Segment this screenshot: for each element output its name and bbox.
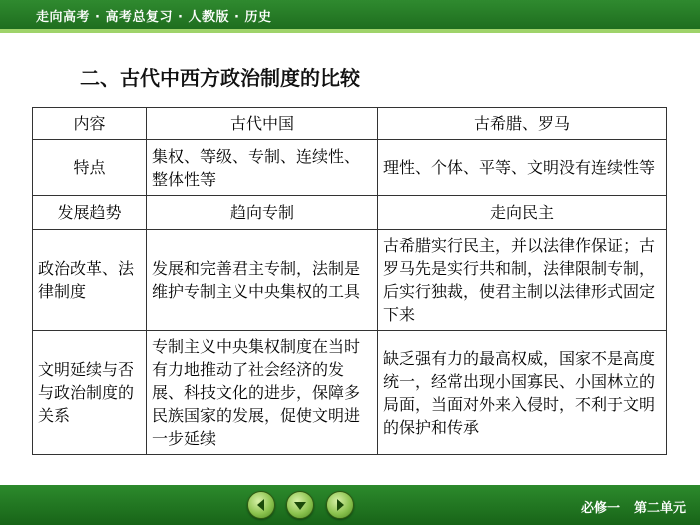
row-label: 政治改革、法律制度 <box>33 230 147 331</box>
arrow-down-icon <box>292 497 308 513</box>
table-row <box>33 196 667 230</box>
arrow-right-icon <box>332 497 348 513</box>
header-accent-line <box>0 29 700 33</box>
row-label: 特点 <box>33 140 147 196</box>
table-header-row <box>33 108 667 140</box>
table-cell: 专制主义中央集权制度在当时有力地推动了社会经济的发展、科技文化的进步，保障多民族国家的发展，促使文明进一步延续 <box>147 331 378 455</box>
table-cell: 趋向专制 <box>147 196 378 230</box>
arrow-left-icon <box>253 497 269 513</box>
table-cell: 缺乏强有力的最高权威，国家不是高度统一，经常出现小国寡民、小国林立的局面，当面对外来入侵时，不利于文明的保护和传承 <box>378 331 667 455</box>
row-label: 发展趋势 <box>33 196 147 230</box>
home-button[interactable] <box>286 491 314 519</box>
footer-unit-label <box>581 497 686 516</box>
table-cell: 古希腊实行民主，并以法律作保证；古罗马先是实行共和制，法律限制专制，后实行独裁，使君主制以法律形式固定下来 <box>378 230 667 331</box>
header-title: 走向高考 · 高考总复习 · 人教版 · 历史 <box>36 10 272 25</box>
table-cell: 发展和完善君主专制，法制是维护专制主义中央集权的工具 <box>147 230 378 331</box>
row-label: 文明延续与否与政治制度的关系 <box>33 331 147 455</box>
next-button[interactable] <box>326 491 354 519</box>
section-heading: 二、古代中西方政治制度的比较 <box>80 66 360 90</box>
table-row <box>33 331 667 455</box>
header-cell-greece-rome: 古希腊、罗马 <box>378 108 667 140</box>
header-cell-china: 古代中国 <box>147 108 378 140</box>
comparison-table <box>32 107 667 455</box>
table-cell: 理性、个体、平等、文明没有连续性等 <box>378 140 667 196</box>
table-cell: 走向民主 <box>378 196 667 230</box>
header-cell-content: 内容 <box>33 108 147 140</box>
header-bar <box>0 0 700 29</box>
table-row <box>33 140 667 196</box>
prev-button[interactable] <box>247 491 275 519</box>
table-row <box>33 230 667 331</box>
footer-unit: 第二单元 <box>633 501 686 516</box>
table-cell: 集权、等级、专制、连续性、整体性等 <box>147 140 378 196</box>
footer-book: 必修一 <box>580 501 620 516</box>
